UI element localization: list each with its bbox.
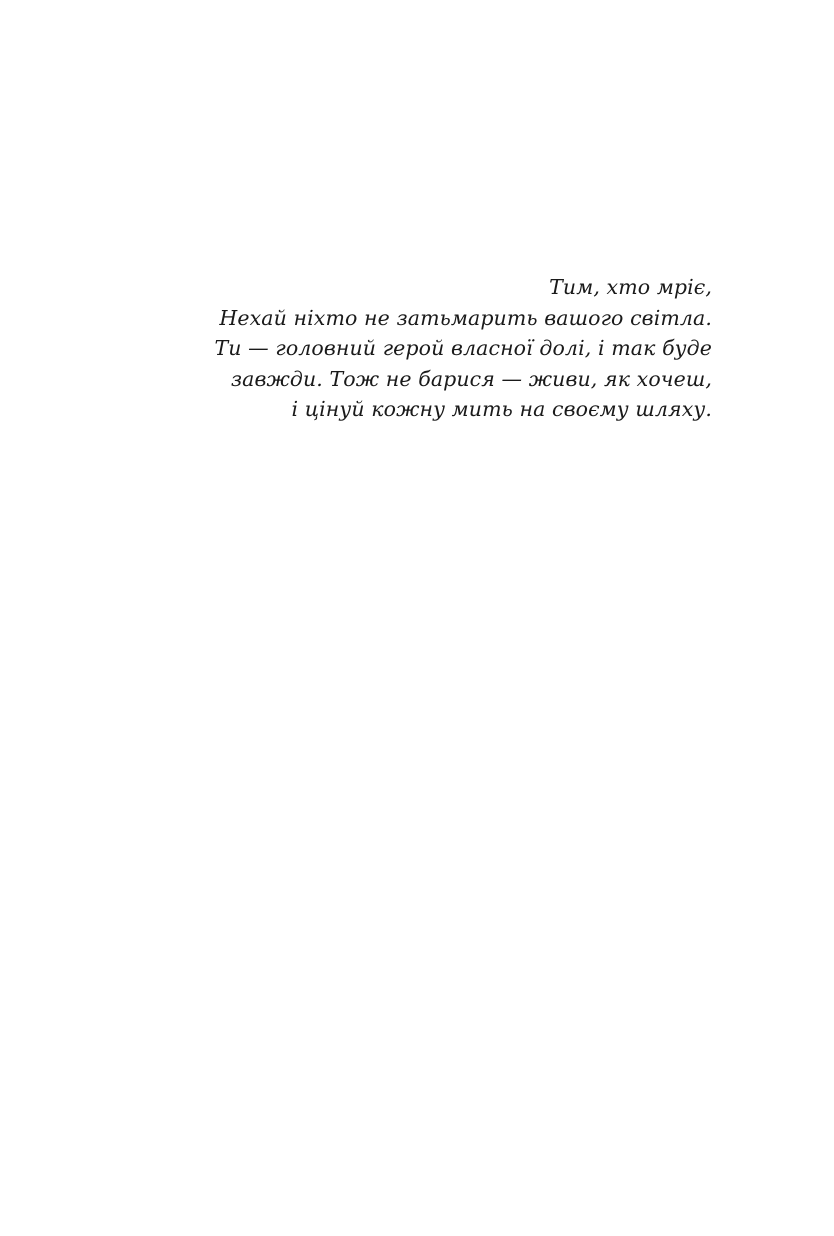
dedication-line: і цінуй кожну мить на своєму шляху.: [291, 397, 712, 421]
dedication-line: Тим, хто мріє,: [549, 275, 712, 299]
dedication-block: [192, 272, 712, 425]
dedication-line: Нехай ніхто не затьмарить вашого світла.: [219, 305, 712, 330]
dedication-line: Ти — головний герой власної долі, і так буде: [214, 336, 712, 360]
dedication-line: завжди. Тож не барися — живи, як хочеш,: [230, 366, 712, 391]
